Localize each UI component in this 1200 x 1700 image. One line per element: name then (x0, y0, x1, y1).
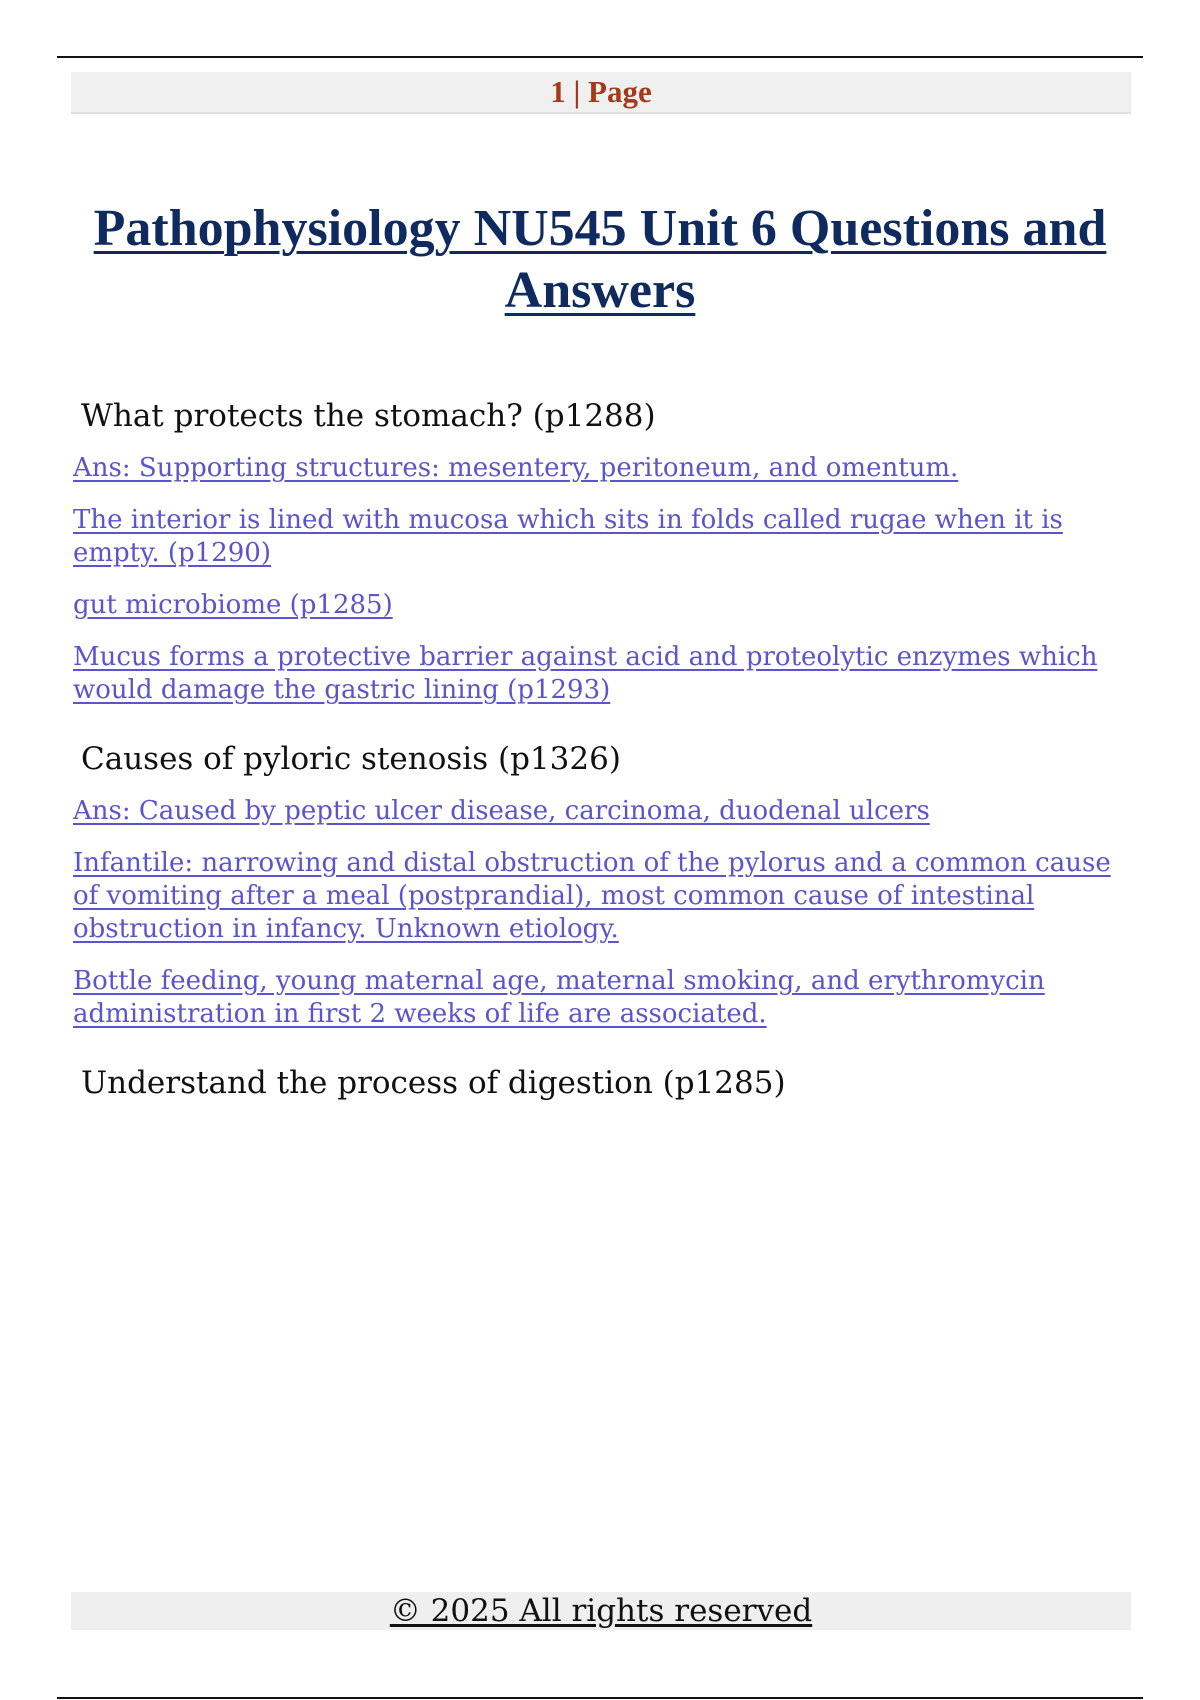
question-2: Causes of pyloric stenosis (p1326) (81, 741, 621, 777)
question-3: Understand the process of digestion (p1285) (81, 1065, 786, 1101)
qa-content (73, 396, 1133, 1103)
answer-2-2[interactable]: Infantile: narrowing and distal obstruction of the pylorus and a common cause of vomiting after a meal (postprandial), most common cause of intestinal obstruction in infancy. Unknown etiology. (73, 848, 1111, 944)
answer-1-2[interactable]: The interior is lined with mucosa which sits in folds called rugae when it is empty. (p1290) (73, 505, 1063, 568)
copyright-footer (71, 1592, 1131, 1630)
answer-1-1[interactable]: Ans: Supporting structures: mesentery, peritoneum, and omentum. (73, 453, 959, 483)
question-1: What protects the stomach? (p1288) (81, 398, 656, 434)
answer-2-1[interactable]: Ans: Caused by peptic ulcer disease, carcinoma, duodenal ulcers (73, 796, 930, 826)
answer-2-3[interactable]: Bottle feeding, young maternal age, maternal smoking, and erythromycin administration in first 2 weeks of life are associated. (73, 966, 1045, 1029)
answer-1-4[interactable]: Mucus forms a protective barrier against acid and proteolytic enzymes which would damage the gastric lining (p1293) (73, 642, 1098, 705)
page-number-header (71, 72, 1131, 114)
top-rule (57, 56, 1143, 58)
copyright-text: © 2025 All rights reserved (389, 1593, 813, 1629)
answer-1-3[interactable]: gut microbiome (p1285) (73, 590, 393, 620)
bottom-rule (57, 1697, 1143, 1699)
page-number-label: 1 | Page (550, 74, 652, 109)
document-title: Pathophysiology NU545 Unit 6 Questions and Answers (93, 200, 1107, 319)
